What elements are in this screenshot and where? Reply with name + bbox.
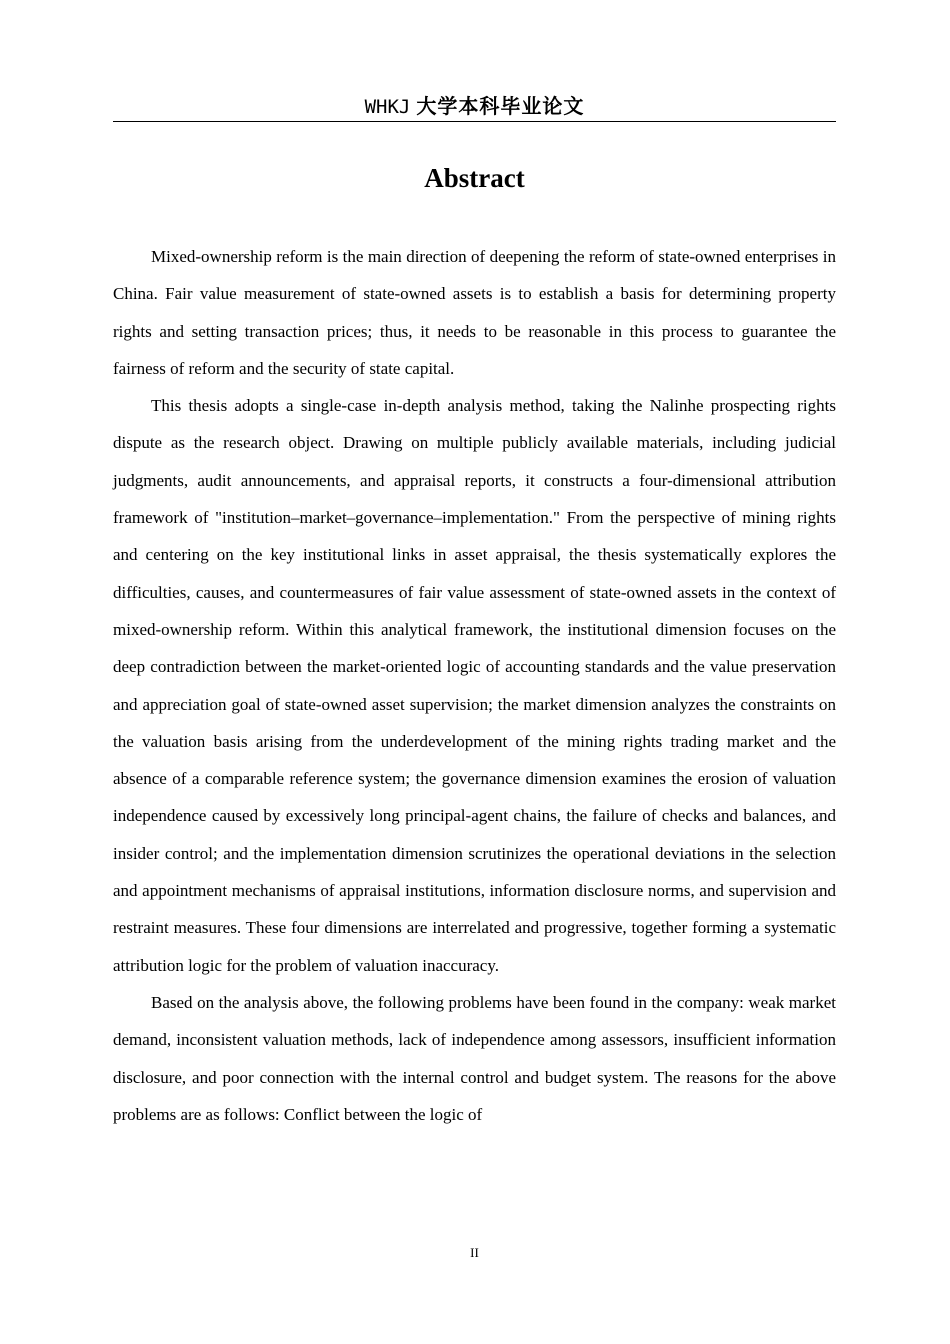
- header-divider: [113, 121, 836, 122]
- abstract-title: Abstract: [424, 163, 525, 193]
- abstract-paragraph-1: Mixed-ownership reform is the main direction of deepening the reform of state-owned enterprises in China. Fair value measurement of state-owned assets is to establish a basis for determining property rights and setting transaction prices; thus, it needs to be reasonable in this process to guarantee the fairness of reform and the security of state capital.: [113, 247, 836, 378]
- header-thesis-type: 大学本科毕业论文: [416, 94, 585, 118]
- page-number: II: [470, 1245, 479, 1260]
- abstract-body: [113, 238, 836, 1133]
- header-institution-code: WHKJ: [364, 96, 411, 118]
- abstract-paragraph-3: Based on the analysis above, the following problems have been found in the company: weak market demand, inconsistent valuation methods, lack of independence among assessors, insufficient information disclosure, and poor connection with the internal control and budget system. The reasons for the above problems are as follows: Conflict between the logic of: [113, 992, 836, 1124]
- abstract-paragraph-2: This thesis adopts a single-case in-depth analysis method, taking the Nalinhe prospecting rights dispute as the research object. Drawing on multiple publicly available materials, including judicial judgments, audit announcements, and appraisal reports, it constructs a four-dimensional attribution framework of "institution–market–governance–implementation." From the perspective of mining rights and centering on the key institutional links in asset appraisal, the thesis systematically explores the difficulties, causes, and countermeasures of fair value assessment of state-owned assets in the context of mixed-ownership reform. Within this analytical framework, the institutional dimension focuses on the deep contradiction between the market-oriented logic of accounting standards and the value preservation and appreciation goal of state-owned asset supervision; the market dimension analyzes the constraints on the valuation basis arising from the underdevelopment of the mining rights trading market and the absence of a comparable reference system; the governance dimension examines the erosion of valuation independence caused by excessively long principal-agent chains, the failure of checks and balances, and insider control; and the implementation dimension scrutinizes the operational deviations in the selection and appointment mechanisms of appraisal institutions, information disclosure norms, and supervision and restraint measures. These four dimensions are interrelated and progressive, together forming a systematic attribution logic for the problem of valuation inaccuracy.: [113, 396, 836, 975]
- running-header: [113, 92, 836, 121]
